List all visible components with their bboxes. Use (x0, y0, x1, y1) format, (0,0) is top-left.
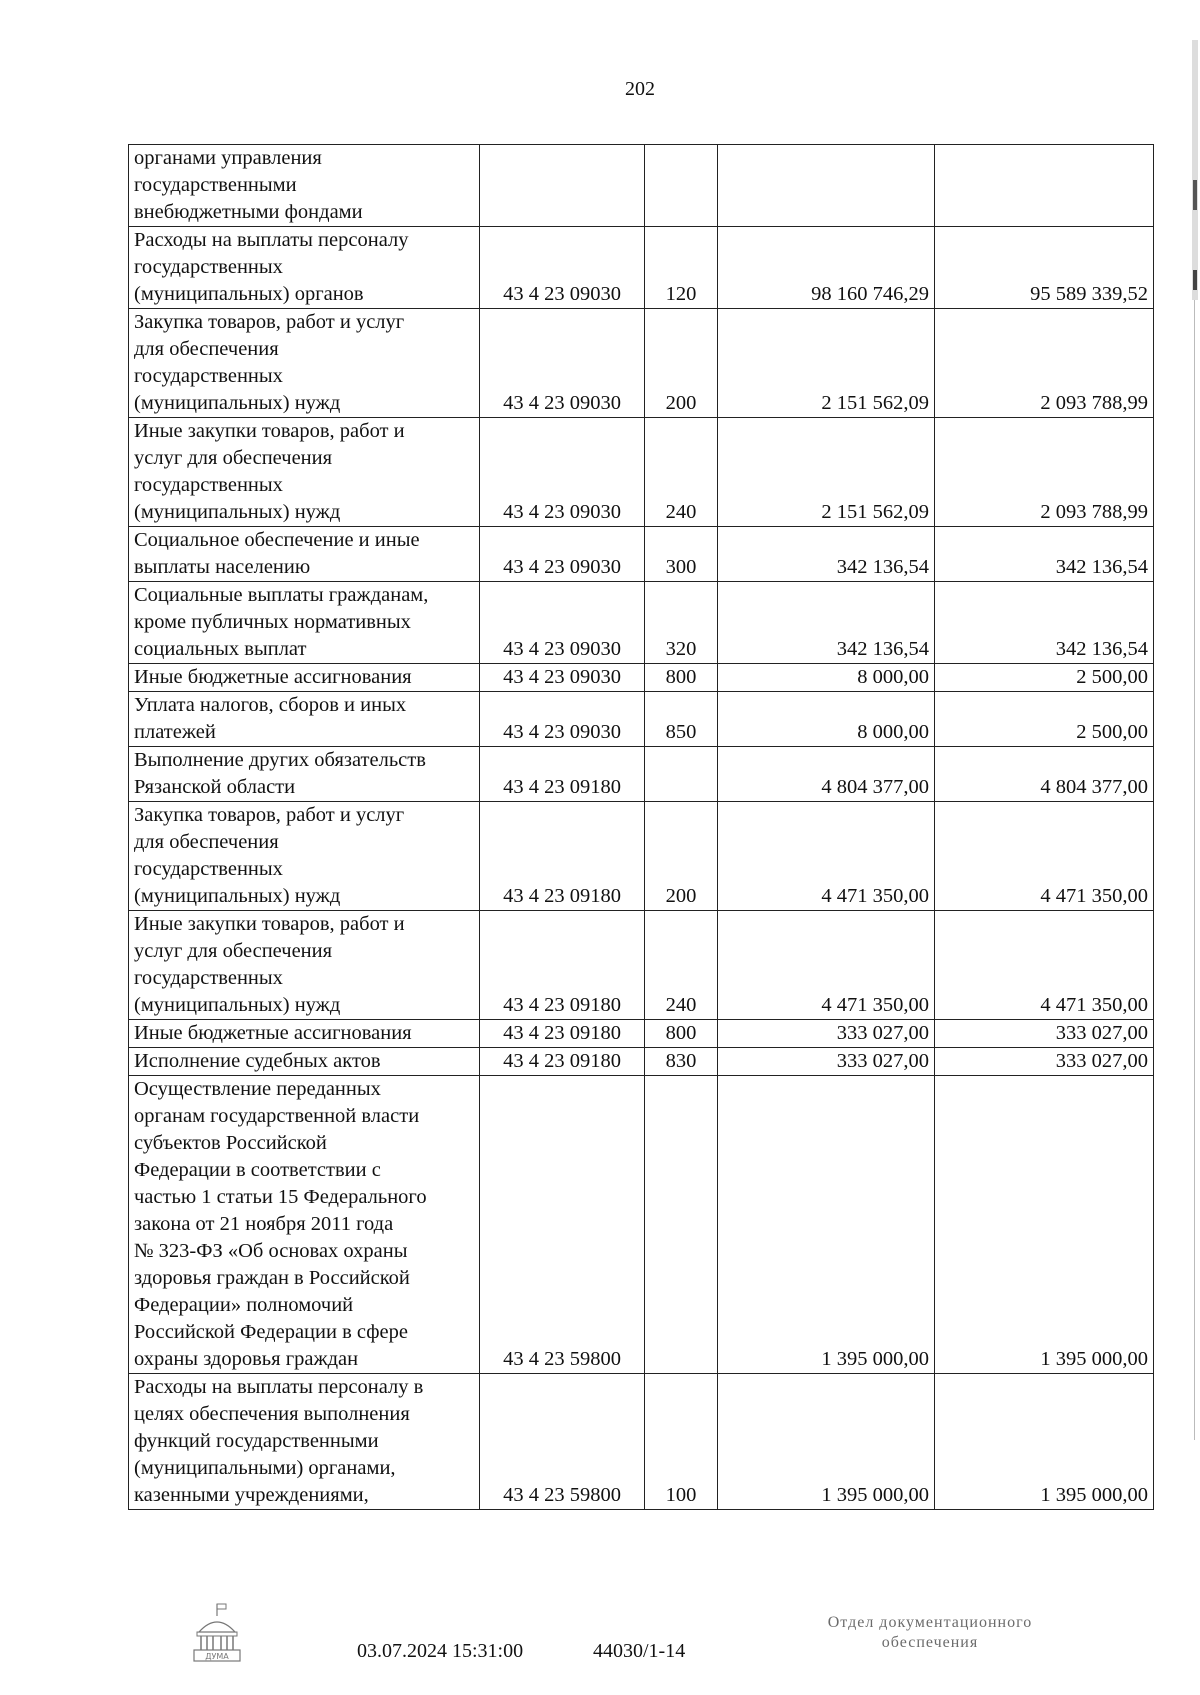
table-row (129, 418, 1154, 527)
name-line: казенными учреждениями, (134, 1484, 369, 1506)
table-row (129, 1048, 1154, 1076)
cell-code: 43 4 23 09030 (480, 527, 645, 582)
cell-code: 43 4 23 09030 (480, 227, 645, 309)
name-line: органам государственной власти (134, 1105, 420, 1127)
name-line: Исполнение судебных актов (134, 1050, 381, 1072)
cell-type: 800 (645, 1020, 718, 1048)
name-line: Социальные выплаты гражданам, (134, 584, 429, 606)
table-row (129, 911, 1154, 1020)
name-line: Иные бюджетные ассигнования (134, 666, 412, 688)
name-line: (муниципальных) нужд (134, 501, 341, 523)
duma-logo (190, 1602, 244, 1664)
table-row (129, 692, 1154, 747)
cell-value-1: 4 804 377,00 (718, 747, 935, 802)
cell-code: 43 4 23 09030 (480, 309, 645, 418)
scan-margin-marks (1192, 40, 1198, 1440)
cell-value-1: 1 395 000,00 (718, 1374, 935, 1510)
name-line: социальных выплат (134, 638, 307, 660)
cell-value-2: 1 395 000,00 (935, 1076, 1154, 1374)
name-line: Федерации» полномочий (134, 1294, 354, 1316)
stamp-line-2: обеспечения (881, 1634, 979, 1651)
cell-value-1: 2 151 562,09 (718, 418, 935, 527)
cell-value-2: 2 093 788,99 (935, 309, 1154, 418)
cell-name (129, 911, 480, 1020)
name-line: Закупка товаров, работ и услуг (134, 311, 405, 333)
name-line: государственных (134, 256, 283, 278)
cell-type: 320 (645, 582, 718, 664)
cell-code: 43 4 23 09180 (480, 802, 645, 911)
cell-value-1: 4 471 350,00 (718, 911, 935, 1020)
cell-type: 100 (645, 1374, 718, 1510)
cell-code: 43 4 23 09030 (480, 418, 645, 527)
cell-value-2: 2 093 788,99 (935, 418, 1154, 527)
cell-value-2 (935, 145, 1154, 227)
table-row (129, 1374, 1154, 1510)
cell-value-2: 342 136,54 (935, 582, 1154, 664)
name-line: № 323-ФЗ «Об основах охраны (134, 1240, 408, 1262)
cell-name (129, 227, 480, 309)
name-line: (муниципальных) нужд (134, 885, 341, 907)
table-row (129, 527, 1154, 582)
name-line: Иные закупки товаров, работ и (134, 913, 405, 935)
name-line: государственных (134, 474, 283, 496)
name-line: внебюджетными фондами (134, 201, 363, 223)
cell-value-2: 333 027,00 (935, 1020, 1154, 1048)
cell-type: 830 (645, 1048, 718, 1076)
cell-name (129, 1076, 480, 1374)
name-line: (муниципальных) органов (134, 283, 364, 305)
cell-name (129, 1374, 480, 1510)
name-line: государственных (134, 365, 283, 387)
cell-type: 240 (645, 911, 718, 1020)
cell-value-1: 342 136,54 (718, 527, 935, 582)
cell-type: 200 (645, 802, 718, 911)
cell-name (129, 1048, 480, 1076)
name-line: Рязанской области (134, 776, 296, 798)
footer-datetime: 03.07.2024 15:31:00 (357, 1640, 524, 1662)
name-line: (муниципальных) нужд (134, 994, 341, 1016)
cell-value-1: 1 395 000,00 (718, 1076, 935, 1374)
name-line: для обеспечения (134, 831, 279, 853)
cell-value-1: 8 000,00 (718, 692, 935, 747)
name-line: Расходы на выплаты персоналу (134, 229, 409, 251)
name-line: (муниципальными) органами, (134, 1457, 396, 1479)
cell-name (129, 582, 480, 664)
cell-value-2: 2 500,00 (935, 664, 1154, 692)
cell-code: 43 4 23 09030 (480, 664, 645, 692)
name-line: выплаты населению (134, 556, 311, 578)
cell-name (129, 747, 480, 802)
name-line: Иные закупки товаров, работ и (134, 420, 405, 442)
cell-value-1: 4 471 350,00 (718, 802, 935, 911)
cell-type (645, 145, 718, 227)
cell-value-1: 333 027,00 (718, 1020, 935, 1048)
cell-value-2: 2 500,00 (935, 692, 1154, 747)
cell-name (129, 527, 480, 582)
cell-code: 43 4 23 09180 (480, 911, 645, 1020)
name-line: государственными (134, 174, 297, 196)
cell-code: 43 4 23 09180 (480, 1048, 645, 1076)
table-row (129, 802, 1154, 911)
cell-name (129, 692, 480, 747)
cell-name (129, 309, 480, 418)
table-row (129, 747, 1154, 802)
cell-code (480, 145, 645, 227)
cell-value-2: 333 027,00 (935, 1048, 1154, 1076)
cell-type: 200 (645, 309, 718, 418)
name-line: Осуществление переданных (134, 1078, 381, 1100)
cell-type (645, 747, 718, 802)
name-line: здоровья граждан в Российской (134, 1267, 410, 1289)
cell-value-2: 4 471 350,00 (935, 911, 1154, 1020)
cell-value-2: 95 589 339,52 (935, 227, 1154, 309)
cell-value-2: 342 136,54 (935, 527, 1154, 582)
name-line: для обеспечения (134, 338, 279, 360)
cell-name (129, 145, 480, 227)
cell-name (129, 1020, 480, 1048)
table-row (129, 227, 1154, 309)
cell-type: 240 (645, 418, 718, 527)
cell-type: 800 (645, 664, 718, 692)
cell-code: 43 4 23 59800 (480, 1076, 645, 1374)
cell-value-1: 333 027,00 (718, 1048, 935, 1076)
name-line: субъектов Российской (134, 1132, 327, 1154)
cell-code: 43 4 23 59800 (480, 1374, 645, 1510)
name-line: целях обеспечения выполнения (134, 1403, 410, 1425)
name-line: Выполнение других обязательств (134, 749, 426, 771)
name-line: платежей (134, 721, 216, 743)
cell-name (129, 664, 480, 692)
cell-code: 43 4 23 09180 (480, 747, 645, 802)
name-line: Федерации в соответствии с (134, 1159, 381, 1181)
table-row (129, 664, 1154, 692)
name-line: государственных (134, 967, 283, 989)
cell-value-2: 1 395 000,00 (935, 1374, 1154, 1510)
department-stamp (780, 1613, 1080, 1653)
name-line: частью 1 статьи 15 Федерального (134, 1186, 427, 1208)
name-line: услуг для обеспечения (134, 940, 333, 962)
table-row (129, 582, 1154, 664)
cell-code: 43 4 23 09180 (480, 1020, 645, 1048)
cell-value-1: 8 000,00 (718, 664, 935, 692)
table-row (129, 1076, 1154, 1374)
cell-code: 43 4 23 09030 (480, 582, 645, 664)
footer-reg-number: 44030/1-14 (593, 1640, 686, 1662)
cell-code: 43 4 23 09030 (480, 692, 645, 747)
name-line: кроме публичных нормативных (134, 611, 411, 633)
name-line: услуг для обеспечения (134, 447, 333, 469)
name-line: Иные бюджетные ассигнования (134, 1022, 412, 1044)
page-number: 202 (625, 78, 655, 100)
cell-value-1: 342 136,54 (718, 582, 935, 664)
logo-text: ДУМА (205, 1652, 229, 1661)
cell-name (129, 802, 480, 911)
table-row (129, 145, 1154, 227)
cell-value-1: 2 151 562,09 (718, 309, 935, 418)
cell-value-1 (718, 145, 935, 227)
cell-value-1: 98 160 746,29 (718, 227, 935, 309)
cell-value-2: 4 471 350,00 (935, 802, 1154, 911)
name-line: охраны здоровья граждан (134, 1348, 359, 1370)
name-line: Расходы на выплаты персоналу в (134, 1376, 424, 1398)
name-line: (муниципальных) нужд (134, 392, 341, 414)
stamp-line-1: Отдел документационного (827, 1614, 1033, 1631)
name-line: государственных (134, 858, 283, 880)
cell-type: 300 (645, 527, 718, 582)
name-line: Уплата налогов, сборов и иных (134, 694, 407, 716)
table-row (129, 309, 1154, 418)
name-line: Социальное обеспечение и иные (134, 529, 420, 551)
cell-type: 850 (645, 692, 718, 747)
name-line: органами управления (134, 147, 322, 169)
cell-name (129, 418, 480, 527)
cell-value-2: 4 804 377,00 (935, 747, 1154, 802)
cell-type (645, 1076, 718, 1374)
budget-table (128, 144, 1154, 1510)
name-line: Российской Федерации в сфере (134, 1321, 408, 1343)
cell-type: 120 (645, 227, 718, 309)
name-line: Закупка товаров, работ и услуг (134, 804, 405, 826)
name-line: закона от 21 ноября 2011 года (134, 1213, 394, 1235)
name-line: функций государственными (134, 1430, 379, 1452)
table-row (129, 1020, 1154, 1048)
